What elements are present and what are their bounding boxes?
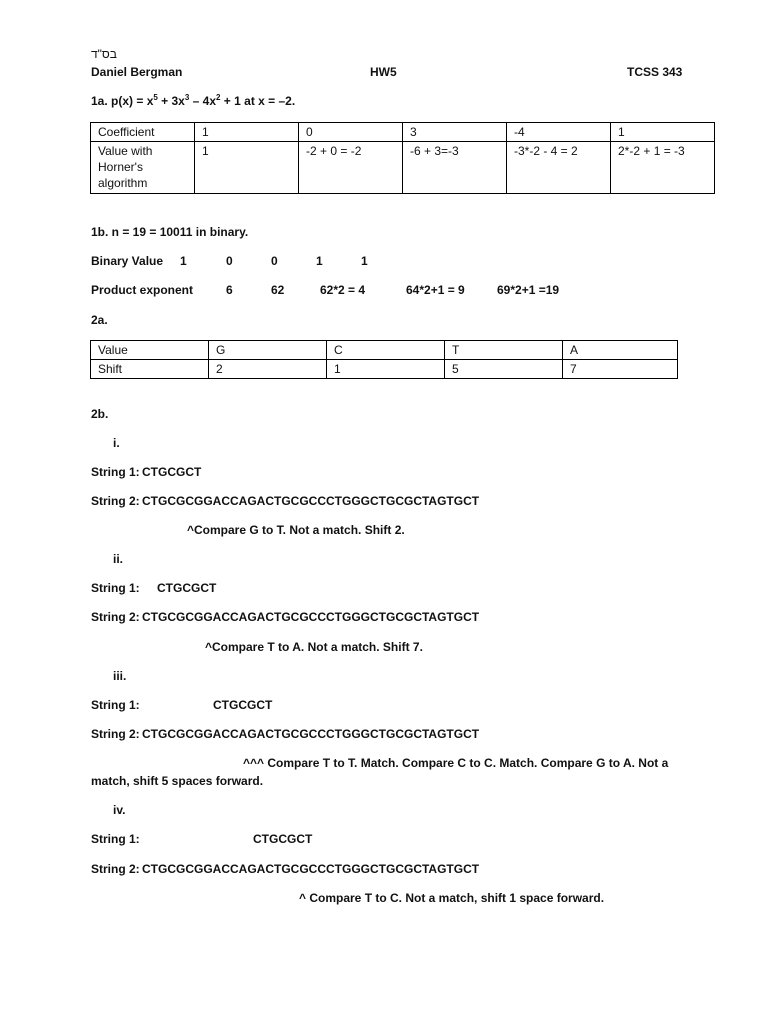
string2-label: String 2:	[91, 610, 140, 624]
q1a-term3: – 4x	[189, 94, 217, 108]
binary-value: 1	[316, 254, 323, 268]
string1-label: String 1:	[91, 832, 140, 846]
q2a-label: 2a.	[91, 313, 108, 327]
step-numeral: i.	[113, 436, 120, 450]
string2-value: CTGCGCGGACCAGACTGCGCCCTGGGCTGCGCTAGTGCT	[142, 862, 480, 876]
hebrew-header: בס"ד	[91, 47, 117, 61]
string1-label: String 1:	[91, 581, 140, 595]
table-cell: -2 + 0 = -2	[299, 142, 403, 194]
string2-label: String 2:	[91, 862, 140, 876]
table-row	[91, 123, 715, 142]
product-label: Product exponent	[91, 283, 194, 297]
step-numeral: iii.	[113, 669, 127, 683]
table-cell	[91, 142, 195, 194]
string1-value: CTGCGCT	[213, 698, 273, 712]
table-cell: 2*-2 + 1 = -3	[611, 142, 715, 194]
table-row	[91, 360, 678, 379]
table-cell: 1	[195, 142, 299, 194]
step-numeral: ii.	[113, 552, 124, 566]
cell-line: Horner's	[98, 160, 143, 175]
binary-value: 0	[226, 254, 233, 268]
q1a-term2: + 3x	[157, 94, 185, 108]
author-name: Daniel Bergman	[91, 65, 183, 79]
string1-value: CTGCGCT	[157, 581, 217, 595]
table-cell: 1	[611, 123, 715, 142]
binary-value: 1	[180, 254, 187, 268]
step-note: ^Compare G to T. Not a match. Shift 2.	[187, 523, 405, 537]
table-cell: Shift	[91, 360, 209, 379]
table-cell: Value	[91, 341, 209, 360]
table-cell: A	[563, 341, 678, 360]
shift-table	[90, 340, 678, 379]
table-cell: 5	[445, 360, 563, 379]
table-cell: 0	[299, 123, 403, 142]
table-cell: -4	[507, 123, 611, 142]
table-cell: 3	[403, 123, 507, 142]
string2-value: CTGCGCGGACCAGACTGCGCCCTGGGCTGCGCTAGTGCT	[142, 494, 480, 508]
table-cell: G	[209, 341, 327, 360]
string1-label: String 1:	[91, 698, 140, 712]
table-cell: C	[327, 341, 445, 360]
q1a-polynomial	[91, 93, 295, 109]
string1-value: CTGCGCT	[142, 465, 202, 479]
string2-label: String 2:	[91, 494, 140, 508]
step-note: ^Compare T to A. Not a match. Shift 7.	[205, 640, 423, 654]
step-numeral: iv.	[113, 803, 126, 817]
q1a-exp5: 5	[153, 93, 158, 102]
q1a-prefix: 1a. p(x) = x	[91, 94, 154, 108]
product-value: 64*2+1 = 9	[406, 283, 465, 297]
binary-value: 0	[271, 254, 278, 268]
q1a-suffix: + 1 at x = –2.	[220, 94, 296, 108]
table-cell: -6 + 3=-3	[403, 142, 507, 194]
string2-label: String 2:	[91, 727, 140, 741]
step-note: ^^^ Compare T to T. Match. Compare C to C. Match. Compare G to A. Not a	[243, 756, 669, 770]
product-value: 69*2+1 =19	[497, 283, 560, 297]
table-cell: 7	[563, 360, 678, 379]
q1a-exp2: 2	[216, 93, 221, 102]
binary-label: Binary Value	[91, 254, 164, 268]
table-cell: 1	[327, 360, 445, 379]
assignment-title: HW5	[370, 65, 397, 79]
product-value: 6	[226, 283, 233, 297]
q2b-label: 2b.	[91, 407, 109, 421]
table-cell: T	[445, 341, 563, 360]
table-cell: Coefficient	[91, 123, 195, 142]
table-cell: 2	[209, 360, 327, 379]
q1b-line: 1b. n = 19 = 10011 in binary.	[91, 225, 249, 239]
course-code: TCSS 343	[627, 65, 683, 79]
table-cell: -3*-2 - 4 = 2	[507, 142, 611, 194]
horner-table	[90, 122, 715, 194]
string2-value: CTGCGCGGACCAGACTGCGCCCTGGGCTGCGCTAGTGCT	[142, 610, 480, 624]
string1-value: CTGCGCT	[253, 832, 313, 846]
product-value: 62	[271, 283, 285, 297]
cell-line: Value with	[98, 144, 153, 159]
binary-value: 1	[361, 254, 368, 268]
cell-line: algorithm	[98, 176, 148, 191]
table-row	[91, 142, 715, 194]
string2-value: CTGCGCGGACCAGACTGCGCCCTGGGCTGCGCTAGTGCT	[142, 727, 480, 741]
table-cell: 1	[195, 123, 299, 142]
table-row	[91, 341, 678, 360]
string1-label: String 1:	[91, 465, 140, 479]
step-note: ^ Compare T to C. Not a match, shift 1 space forward.	[299, 891, 605, 905]
product-value: 62*2 = 4	[320, 283, 366, 297]
q1a-exp3: 3	[184, 93, 190, 102]
step-note-continued: match, shift 5 spaces forward.	[91, 774, 264, 788]
